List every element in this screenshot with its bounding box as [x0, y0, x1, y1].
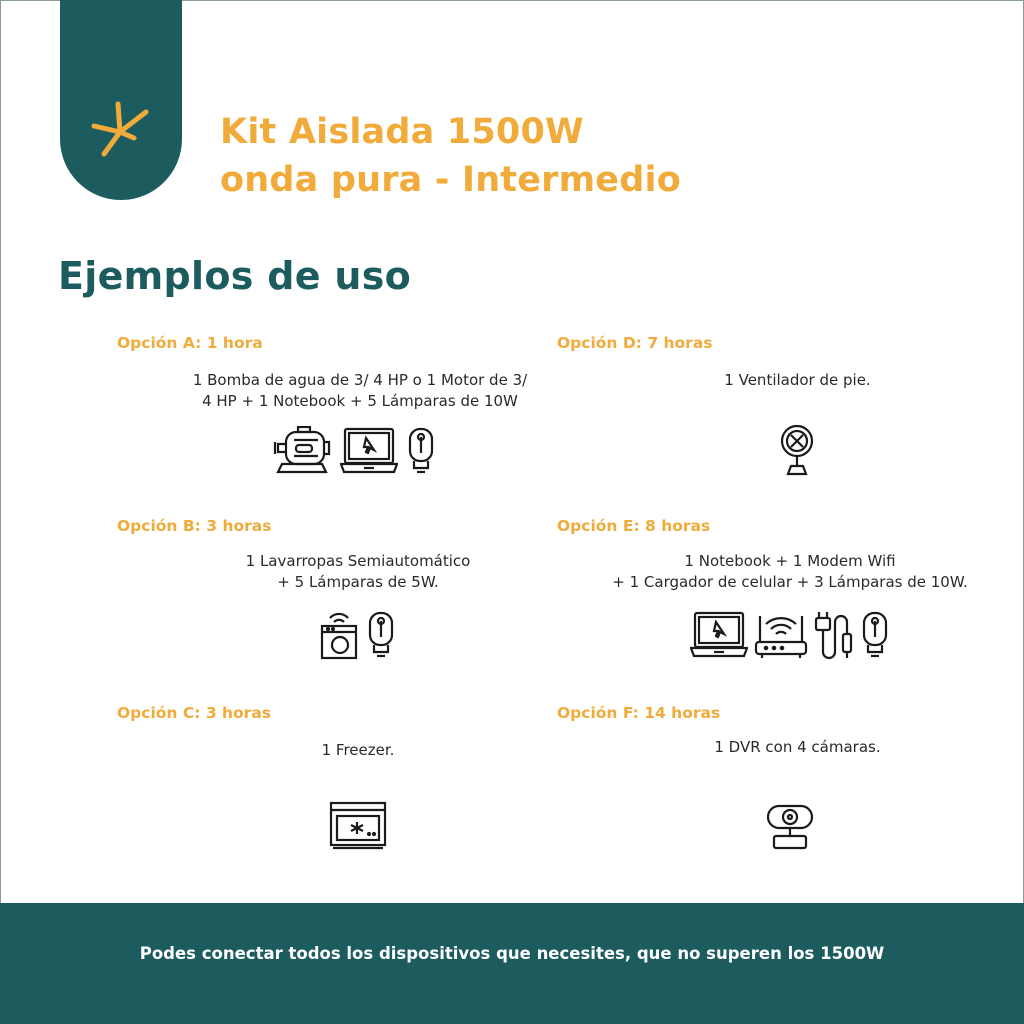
examples-heading: Ejemplos de uso [58, 254, 412, 298]
wifi-router-icon [754, 610, 808, 660]
phone-charger-icon [814, 610, 854, 660]
standing-fan-icon [779, 424, 815, 476]
option-c-description [258, 740, 458, 761]
option-c-desc-line1: 1 Freezer. [321, 741, 395, 759]
washing-machine-icon [320, 610, 358, 660]
option-c-title: Opción C: 3 horas [117, 704, 272, 722]
option-c-icons [329, 800, 387, 850]
option-a-icons [272, 426, 436, 476]
option-d-icons [779, 424, 815, 476]
logo-tab [60, 0, 182, 200]
option-d-desc-line1: 1 Ventilador de pie. [724, 371, 871, 389]
option-a-title: Opción A: 1 hora [117, 334, 263, 352]
option-d-description [650, 370, 945, 391]
option-b-description [180, 551, 536, 593]
lamp-icon [406, 426, 436, 476]
option-a-desc-line2: 4 HP + 1 Notebook + 5 Lámparas de 10W [202, 392, 518, 410]
option-f-desc-line1: 1 DVR con 4 cámaras. [714, 738, 881, 756]
option-b-title: Opción B: 3 horas [117, 517, 272, 535]
option-a-desc-line1: 1 Bomba de agua de 3/ 4 HP o 1 Motor de 3/ [192, 371, 528, 389]
option-e-title: Opción E: 8 horas [557, 517, 711, 535]
option-b-icons [320, 610, 396, 660]
option-e-desc-line2: + 1 Cargador de celular + 3 Lámparas de 10W. [612, 573, 968, 591]
sun-star-icon [88, 98, 154, 164]
webcam-icon [766, 802, 814, 852]
freezer-icon [329, 800, 387, 850]
option-f-description [650, 737, 945, 758]
option-f-title: Opción F: 14 horas [557, 704, 721, 722]
laptop-icon [340, 426, 398, 476]
option-d-title: Opción D: 7 horas [557, 334, 713, 352]
option-e-description [600, 551, 980, 593]
kit-title-line1: Kit Aislada 1500W [220, 112, 584, 152]
lamp-icon [860, 610, 890, 660]
option-b-desc-line2: + 5 Lámparas de 5W. [277, 573, 439, 591]
water-pump-icon [272, 426, 332, 476]
footer-banner [0, 903, 1024, 1024]
kit-title-line2: onda pura - Intermedio [220, 160, 681, 200]
option-f-icons [766, 802, 814, 852]
lamp-icon [366, 610, 396, 660]
footer-text: Podes conectar todos los dispositivos que necesites, que no superen los 1500W [139, 944, 885, 963]
laptop-icon [690, 610, 748, 660]
option-a-description [160, 370, 560, 412]
option-e-desc-line1: 1 Notebook + 1 Modem Wifi [684, 552, 896, 570]
option-e-icons [690, 610, 890, 660]
kit-title [220, 108, 681, 204]
option-b-desc-line1: 1 Lavarropas Semiautomático [245, 552, 471, 570]
